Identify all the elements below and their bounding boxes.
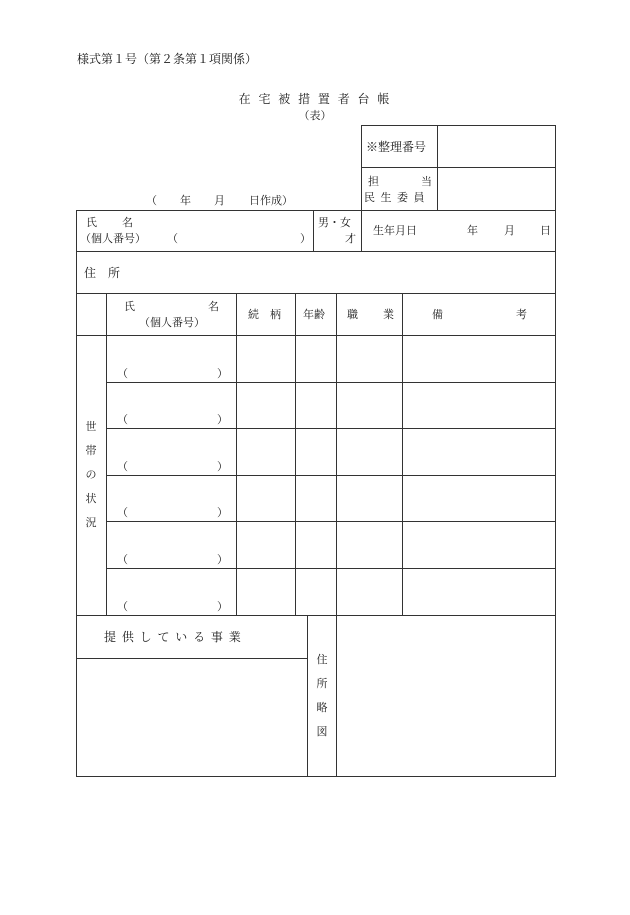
household-side-char: 状	[85, 492, 97, 505]
birth-column-divider	[361, 210, 362, 252]
household-row-4-id-close: ）	[217, 506, 228, 519]
age-col-header: 年齢	[303, 308, 325, 321]
household-row-5-id-open: （	[117, 553, 128, 566]
top-box-divider	[361, 167, 556, 168]
birth-date-label: 生年月日	[373, 224, 417, 237]
age-column-divider	[295, 293, 296, 615]
map-label-char: 略	[316, 701, 328, 714]
job-col-header-b: 業	[383, 308, 394, 321]
row-divider-services	[76, 615, 556, 616]
job-col-header-a: 職	[347, 308, 358, 321]
row-divider-person	[76, 251, 556, 252]
welfare-commissioner-label: 民 生 委 員	[364, 191, 426, 204]
note-col-header-b: 考	[516, 308, 527, 321]
side-label-divider	[106, 293, 107, 615]
officer-label-a: 担	[368, 175, 379, 188]
map-label-char: 図	[316, 725, 328, 738]
person-name-label-b: 名	[122, 216, 133, 229]
household-row-6-id-close: ）	[217, 600, 228, 613]
table-border-bottom	[76, 776, 556, 777]
birth-day-label: 日	[540, 224, 551, 237]
sex-label: 男・女	[318, 216, 351, 229]
household-row-6-id-open: （	[117, 600, 128, 613]
table-border-left	[76, 210, 77, 777]
birth-month-label: 月	[504, 224, 515, 237]
relation-column-divider	[236, 293, 237, 615]
services-header-divider	[76, 658, 307, 659]
person-id-close: ）	[300, 232, 311, 245]
household-status-label	[83, 421, 99, 541]
address-label: 住 所	[84, 266, 121, 280]
household-name-col-a: 氏	[124, 300, 135, 313]
map-label-char: 所	[316, 677, 328, 690]
household-row-5-id-close: ）	[217, 553, 228, 566]
row-divider-header	[76, 335, 556, 336]
person-name-label-a: 氏	[86, 216, 97, 229]
creation-year-label: 年	[180, 194, 191, 207]
creation-day-label: 日作成）	[249, 194, 293, 207]
map-label-char: 住	[316, 653, 328, 666]
person-id-open: （	[167, 232, 178, 245]
note-column-divider	[402, 293, 403, 615]
sex-column-divider	[313, 210, 314, 252]
form-number: 様式第１号（第２条第１項関係）	[77, 52, 258, 66]
table-border-right	[555, 125, 556, 776]
page-subtitle: （表）	[298, 109, 332, 122]
person-id-label: （個人番号）	[80, 232, 146, 245]
household-id-col: （個人番号）	[139, 316, 205, 329]
household-side-char: 世	[85, 420, 97, 433]
household-row-1-id-open: （	[117, 367, 128, 380]
map-label-divider-right	[336, 615, 337, 777]
household-row-divider-3	[106, 475, 556, 476]
map-label-divider-left	[307, 615, 308, 777]
top-box-border-top	[361, 125, 556, 126]
top-box-column-divider	[437, 125, 438, 210]
household-row-1-id-close: ）	[217, 367, 228, 380]
household-row-divider-5	[106, 568, 556, 569]
creation-month-label: 月	[214, 194, 225, 207]
household-row-divider-2	[106, 428, 556, 429]
note-col-header-a: 備	[432, 308, 443, 321]
top-box-border-left	[361, 125, 362, 210]
address-map-label	[314, 654, 330, 750]
birth-year-label: 年	[467, 224, 478, 237]
creation-date-open: （	[146, 194, 157, 207]
household-side-char: 帯	[85, 444, 97, 457]
household-row-3-id-open: （	[117, 460, 128, 473]
serial-number-label: ※整理番号	[366, 140, 427, 154]
household-row-2-id-close: ）	[217, 413, 228, 426]
officer-label-b: 当	[421, 175, 432, 188]
table-border-top	[76, 210, 556, 211]
relation-col-header: 続 柄	[248, 308, 281, 321]
row-divider-address	[76, 293, 556, 294]
household-row-4-id-open: （	[117, 506, 128, 519]
household-row-2-id-open: （	[117, 413, 128, 426]
household-row-3-id-close: ）	[217, 460, 228, 473]
page-title: 在 宅 被 措 置 者 台 帳	[238, 92, 392, 106]
household-row-divider-4	[106, 521, 556, 522]
household-side-char: 況	[85, 516, 97, 529]
household-side-char: の	[85, 468, 97, 481]
household-row-divider-1	[106, 382, 556, 383]
services-label: 提 供 し て い る 事 業	[104, 630, 242, 644]
job-column-divider	[336, 293, 337, 615]
age-unit-label: 才	[345, 232, 356, 245]
household-name-col-b: 名	[208, 300, 219, 313]
